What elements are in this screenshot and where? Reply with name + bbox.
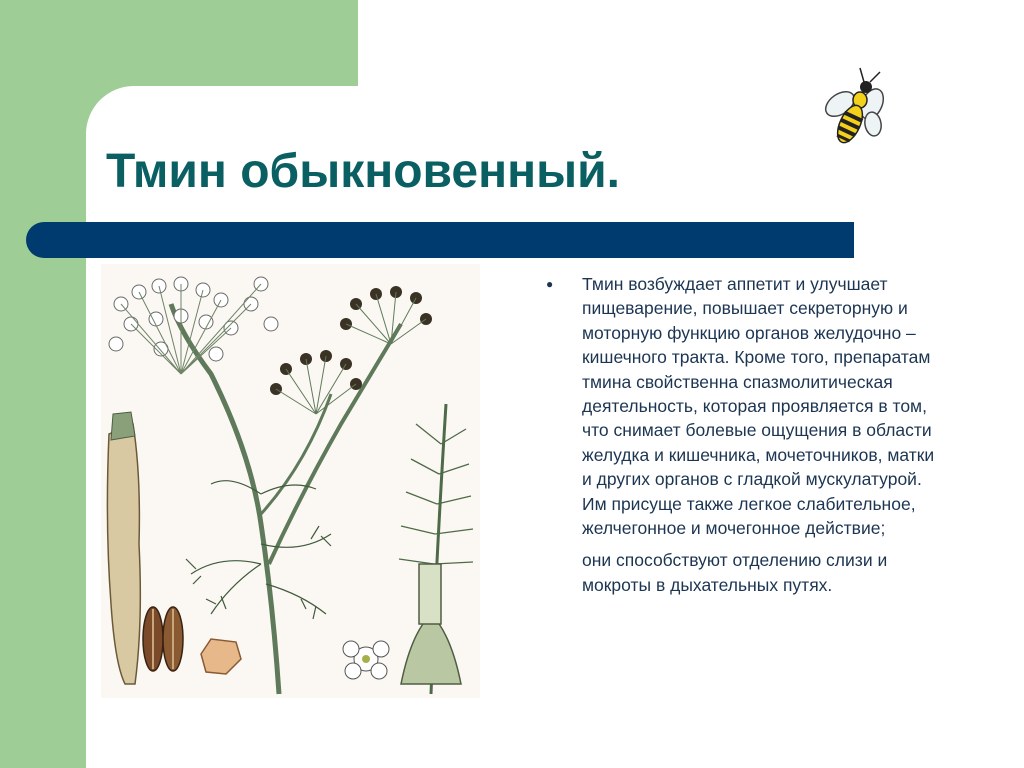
top-white-area [358, 0, 1024, 86]
paragraph-main: Тмин возбуждает аппетит и улучшает пищеварение, повышает секреторную и моторную функцию органов желудочно – кишечного тракта. Кроме того, препаратам тмина свойственна спазмолитическая деятельность, которая проявляется в том, что снимает болевые ощущения в области желудка и кишечника, мочеточников, матки и других органов с гладкой мускулатурой. Им присуще также легкое слабительное, желчегонное и мочегонное действие; [582, 274, 935, 539]
bullet-icon: ● [546, 277, 554, 291]
title-divider-bar [26, 222, 854, 258]
caraway-plant-illustration [101, 264, 480, 698]
slide-title: Тмин обыкновенный. [106, 145, 620, 198]
paragraph-continuation: они способствуют отделению слизи и мокроты в дыхательных путях. [582, 550, 888, 595]
bee-icon [818, 62, 888, 152]
description-text [546, 272, 946, 597]
